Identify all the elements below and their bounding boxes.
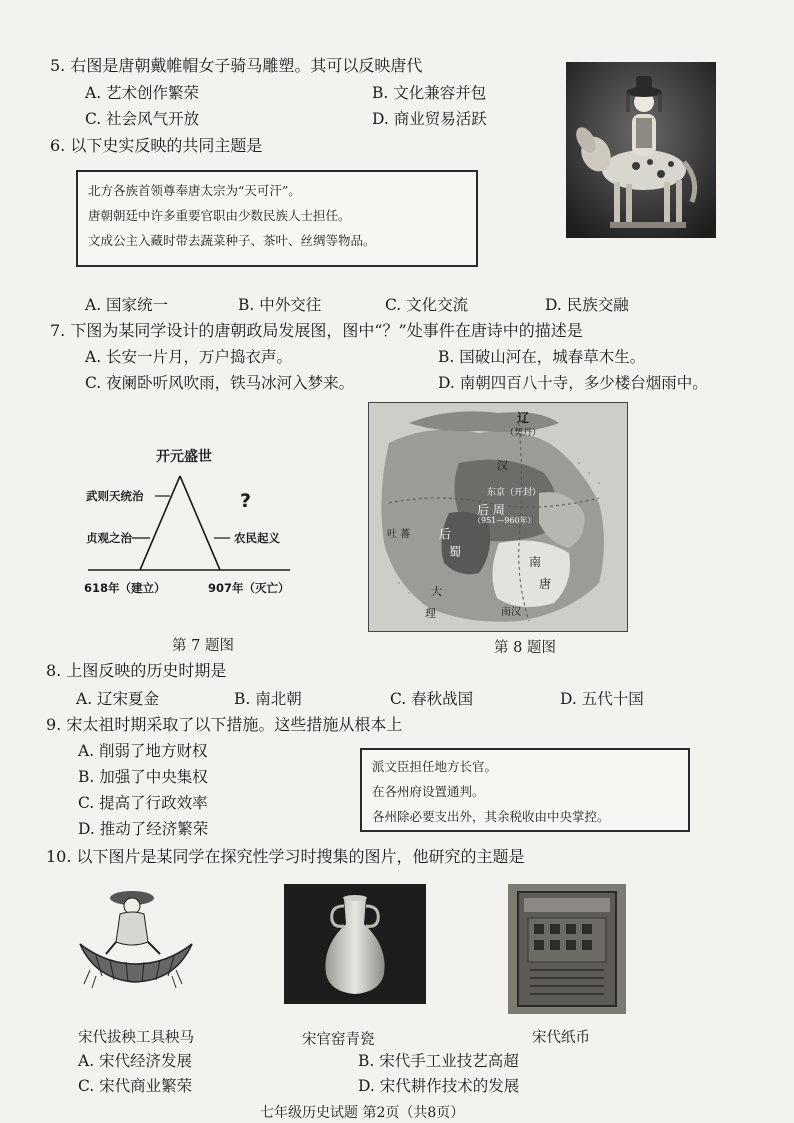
map-label-li: 理 — [425, 607, 436, 620]
page-footer: 七年级历史试题 第2页（共8页） — [260, 1105, 465, 1121]
map-label-da: 大 — [431, 585, 442, 598]
q5-stem: 5. 右图是唐朝戴帷帽女子骑马雕塑。其可以反映唐代 — [50, 56, 423, 75]
song-guan-kiln-celadon-photo — [284, 884, 426, 1004]
q10-option-d: D. 宋代耕作技术的发展 — [358, 1077, 520, 1095]
q9-option-d: D. 推动了经济繁荣 — [78, 820, 209, 838]
diagram-apex-label: 开元盛世 — [156, 449, 212, 465]
q9-box-line-1: 派文臣担任地方长官。 — [372, 759, 498, 774]
q10-image-caption-1: 宋代拔秧工具秧马 — [78, 1030, 194, 1046]
q5-option-b: B. 文化兼容并包 — [372, 84, 487, 102]
q9-option-a: A. 削弱了地方财权 — [78, 742, 208, 760]
q10-option-b: B. 宋代手工业技艺高超 — [358, 1052, 519, 1070]
diagram-base-left-label: 618年（建立） — [84, 581, 166, 595]
q9-box-line-2: 在各州府设置通判。 — [372, 784, 485, 799]
q10-option-c: C. 宋代商业繁荣 — [78, 1077, 193, 1095]
q5-option-a: A. 艺术创作繁荣 — [85, 84, 200, 102]
tang-politics-diagram — [80, 440, 330, 610]
map-label-tang: 唐 — [539, 577, 552, 591]
q6-source-box — [76, 170, 478, 267]
map-label-dongjing: 东京（开封） — [487, 488, 542, 498]
diagram-left-upper-label: 武则天统治 — [86, 489, 144, 503]
q5-option-c: C. 社会风气开放 — [85, 110, 200, 128]
diagram-question-mark: ? — [240, 490, 252, 512]
diagram-left-lower-label: 贞观之治 — [86, 531, 132, 545]
q7-option-b: B. 国破山河在，城春草木生。 — [438, 348, 646, 366]
map-label-tubo: 吐 蕃 — [387, 529, 411, 540]
map-label-liao: 辽 — [517, 411, 530, 425]
q6-box-line-3: 文成公主入藏时带去蔬菜种子、茶叶、丝绸等物品。 — [88, 233, 376, 248]
map-label-shu: 蜀 — [449, 545, 462, 559]
song-paper-money-photo — [508, 884, 626, 1014]
q9-stem: 9. 宋太祖时期采取了以下措施。这些措施从根本上 — [46, 715, 403, 734]
q8-option-d: D. 五代十国 — [560, 690, 644, 708]
q9-option-b: B. 加强了中央集权 — [78, 768, 208, 786]
q9-option-c: C. 提高了行政效率 — [78, 794, 208, 812]
q9-box-line-3: 各州除必要支出外，其余税收由中央掌控。 — [372, 809, 610, 824]
q6-option-a: A. 国家统一 — [85, 296, 169, 314]
q8-stem: 8. 上图反映的历史时期是 — [46, 661, 227, 680]
q6-option-c: C. 文化交流 — [385, 296, 469, 314]
q5-option-d: D. 商业贸易活跃 — [372, 110, 487, 128]
q7-option-d: D. 南朝四百八十寺，多少楼台烟雨中。 — [438, 374, 708, 392]
map-label-houzhou-years: （951—960年） — [473, 516, 536, 525]
q10-image-caption-3: 宋代纸币 — [532, 1030, 590, 1046]
q6-box-line-1: 北方各族首领尊奉唐太宗为“天可汗”。 — [88, 183, 301, 198]
map-label-houzhou: 后 周 — [477, 503, 505, 517]
tang-horse-rider-sculpture-photo — [566, 62, 716, 238]
q7-figure-caption: 第 7 题图 — [172, 638, 234, 654]
q6-option-d: D. 民族交融 — [545, 296, 629, 314]
q8-figure-caption: 第 8 题图 — [494, 640, 556, 656]
q10-option-a: A. 宋代经济发展 — [78, 1052, 193, 1070]
q8-option-a: A. 辽宋夏金 — [76, 690, 160, 708]
map-label-hou: 后 — [439, 527, 452, 541]
five-dynasties-map — [368, 402, 628, 632]
q7-option-c: C. 夜阑卧听风吹雨，铁马冰河入梦来。 — [85, 374, 355, 392]
q9-measures-box — [360, 748, 690, 832]
q8-option-b: B. 南北朝 — [234, 690, 302, 708]
diagram-right-lower-label: 农民起义 — [234, 531, 280, 545]
q7-stem: 7. 下图为某同学设计的唐朝政局发展图，图中“？”处事件在唐诗中的描述是 — [50, 321, 583, 340]
q6-box-line-2: 唐朝朝廷中许多重要官职由少数民族人士担任。 — [88, 208, 351, 223]
map-label-han: 汉 — [497, 459, 508, 472]
map-label-nan: 南 — [529, 555, 542, 569]
q6-stem: 6. 以下史实反映的共同主题是 — [50, 136, 263, 155]
q7-option-a: A. 长安一片月，万户捣衣声。 — [85, 348, 293, 366]
q10-stem: 10. 以下图片是某同学在探究性学习时搜集的图片，他研究的主题是 — [46, 847, 525, 866]
q8-option-c: C. 春秋战国 — [390, 690, 474, 708]
q10-image-caption-2: 宋官窑青瓷 — [302, 1032, 375, 1048]
q6-option-b: B. 中外交往 — [238, 296, 322, 314]
map-label-nanhan: 南汉 — [501, 607, 521, 618]
diagram-base-right-label: 907年（灭亡） — [208, 581, 290, 595]
song-yangma-tool-illustration — [76, 884, 196, 994]
map-label-qidan: （契丹） — [505, 428, 542, 438]
